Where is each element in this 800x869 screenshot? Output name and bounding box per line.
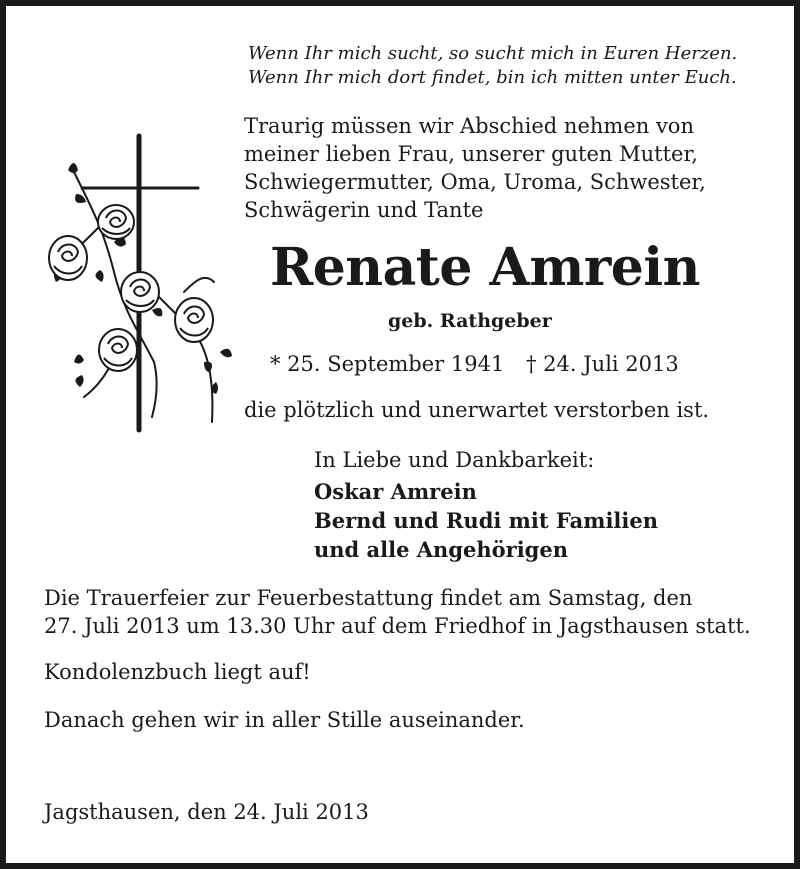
maiden-name: geb. Rathgeber (388, 310, 552, 332)
birth-date: * 25. September 1941 (270, 352, 505, 376)
quote-line-2: Wenn Ihr mich dort findet, bin ich mitten unter Euch. (248, 67, 737, 88)
death-date: † 24. Juli 2013 (526, 352, 679, 376)
intro-line-4: Schwägerin und Tante (244, 198, 484, 222)
intro-line-2: meiner lieben Frau, unserer guten Mutter, (244, 142, 698, 166)
mourner-line-2: Bernd und Rudi mit Familien (314, 508, 659, 533)
deceased-name: Renate Amrein (270, 237, 700, 298)
mourner-line-3: und alle Angehörigen (314, 537, 568, 562)
mourner-line-1: Oskar Amrein (314, 479, 477, 504)
intro-line-1: Traurig müssen wir Abschied nehmen von (244, 114, 694, 138)
condolence-text: Kondolenzbuch liegt auf! (44, 660, 311, 684)
mourners-intro: In Liebe und Dankbarkeit: (314, 448, 595, 472)
intro-line-3: Schwiegermutter, Oma, Uroma, Schwester, (244, 170, 706, 194)
service-line-2: 27. Juli 2013 um 13.30 Uhr auf dem Friedhof in Jagsthausen statt. (44, 614, 751, 638)
farewell-text: Danach gehen wir in aller Stille auseinander. (44, 708, 525, 732)
cross-with-roses-icon (44, 132, 236, 434)
sudden-death-text: die plötzlich und unerwartet verstorben ist. (244, 398, 710, 422)
service-line-1: Die Trauerfeier zur Feuerbestattung findet am Samstag, den (44, 586, 693, 610)
quote-line-1: Wenn Ihr mich sucht, so sucht mich in Euren Herzen. (248, 43, 738, 64)
place-date: Jagsthausen, den 24. Juli 2013 (44, 800, 369, 824)
